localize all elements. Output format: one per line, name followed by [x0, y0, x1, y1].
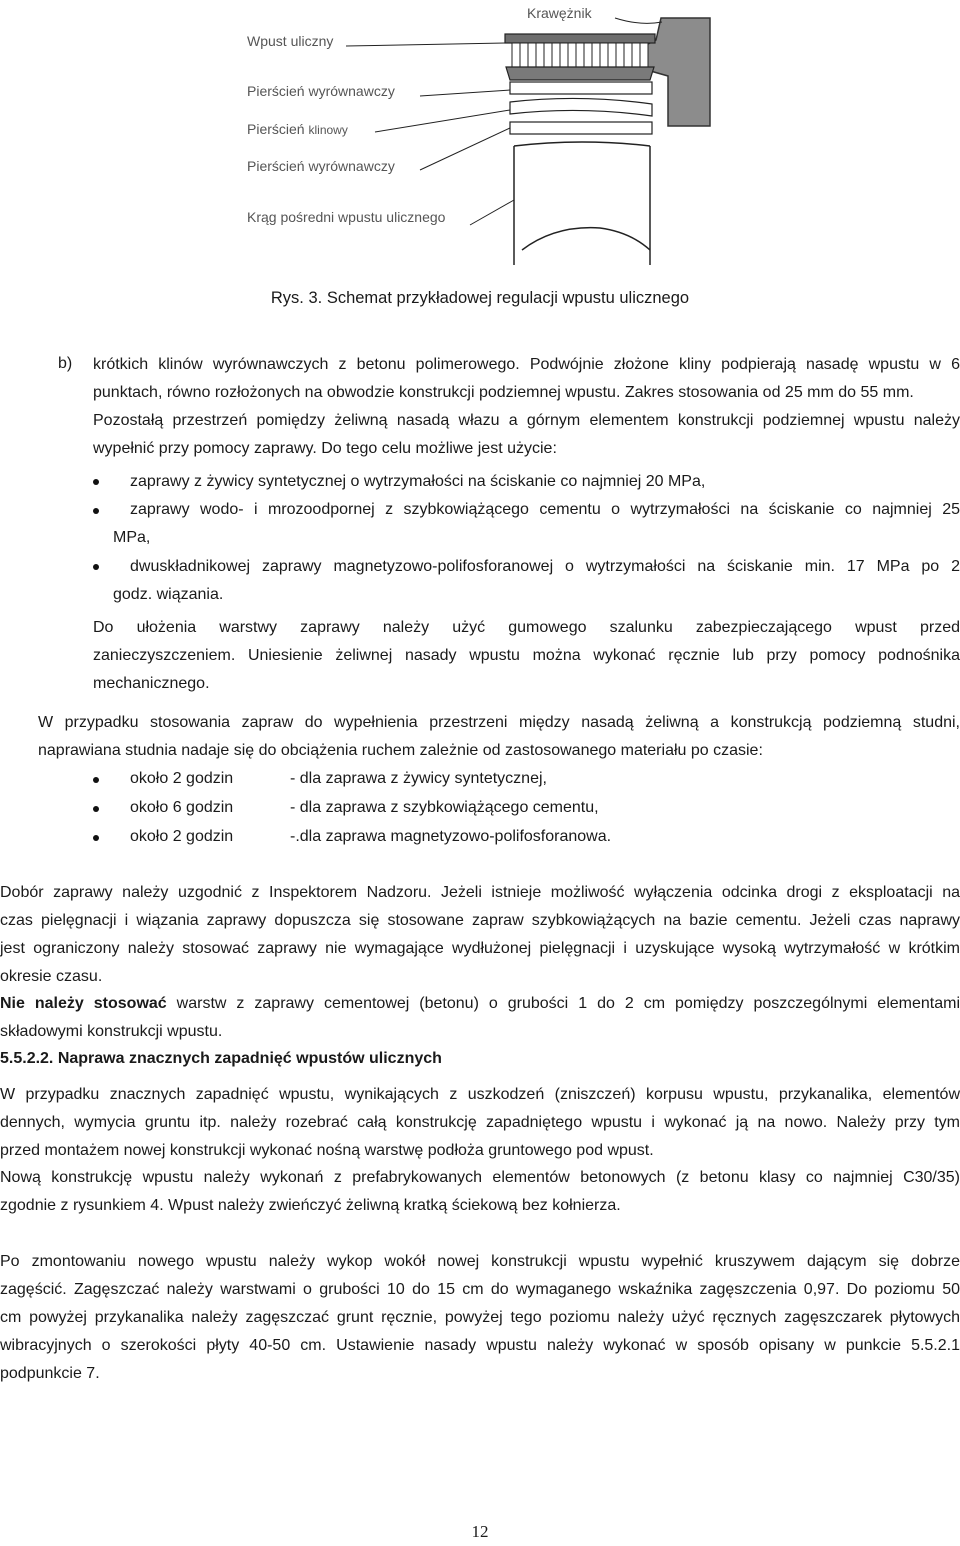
- text-line: punktach, równo rozłożonych na obwodzie konstrukcji podziemnej wpustu. Zakres stosowania od 25 mm do 55 mm.: [93, 384, 914, 401]
- list-item: [130, 553, 960, 581]
- text-line: czas pielęgnacji i wiązania zaprawy dopuszcza się stosowane zapraw szybkowiążących na bazie cementu. Jeżeli czas naprawy: [0, 912, 960, 929]
- text-line: naprawiana studnia nadaje się do obciążenia ruchem zależnie od zastosowanego materiału po czasie:: [38, 742, 763, 759]
- bullet-icon: [93, 508, 99, 514]
- repair-paragraph: [0, 1081, 960, 1165]
- text-line: zaprawy z żywicy syntetycznej o wytrzymałości na ściskanie co najmniej 20 MPa,: [130, 473, 706, 490]
- text-line: Nową konstrukcję wpustu należy wykonań z prefabrykowanych elementów betonowych (z betonu klasy co najmniej C30/35): [0, 1169, 960, 1186]
- bullet-icon: [93, 806, 99, 812]
- leveling-ring-lower: [510, 122, 652, 134]
- inlet-regulation-figure: [0, 0, 960, 275]
- prohibition-text: warstw z zaprawy cementowej (betonu) o grubości 1 do 2 cm pomiędzy poszczególnymi elementami: [166, 995, 960, 1012]
- text-line: W przypadku stosowania zapraw do wypełnienia przestrzeni między nasadą żeliwną a konstrukcją podziemną studni,: [38, 714, 960, 731]
- text-line: zaprawy wodo- i mrozoodpornej z szybkowiążącego cementu o wytrzymałości na ściskanie co najmniej 25: [130, 501, 960, 518]
- new-construction-paragraph: [0, 1164, 960, 1220]
- figure-caption: Rys. 3. Schemat przykładowej regulacji wpustu ulicznego: [270, 289, 690, 307]
- leveling-ring-upper: [510, 82, 652, 94]
- curing-time: około 6 godzin: [130, 799, 234, 816]
- list-label-b: b): [58, 355, 73, 372]
- label-curb: Krawężnik: [527, 5, 592, 21]
- section-b-after-paragraph: [93, 614, 960, 698]
- text-line: wypełnić przy pomocy zaprawy. Do tego celu możliwe jest użycie:: [93, 440, 557, 457]
- curing-material: - dla zaprawa z szybkowiążącego cementu,: [290, 799, 599, 816]
- list-item-continuation: [113, 581, 913, 609]
- intermediate-chamber: [522, 228, 650, 250]
- text-line: zgodnie z rysunkiem 4. Wpust należy zwieńczyć żeliwną kratką ściekową bez kołnierza.: [0, 1197, 621, 1214]
- text-line: zagęścić. Zagęszczać należy warstwami o grubości 10 do 15 cm do wymaganego wskaźnika zagęszczenia 0,97. Do poziomu 50: [0, 1281, 960, 1298]
- text-line: Pozostałą przestrzeń pomiędzy żeliwną nasadą włazu a górnym elementem konstrukcji podziemnej wpustu należy: [93, 412, 960, 429]
- text-line: dennych, wymycia gruntu itp. należy rozebrać całą konstrukcję zapadniętego wpustu i wykonać ją na nowo. Należy przy tym: [0, 1114, 960, 1131]
- text-line: W przypadku znacznych zapadnięć wpustu, wynikających z uszkodzeń (zniszczeń) korpusu wpustu, przykanalika, elementów: [0, 1086, 960, 1103]
- section-title: Naprawa znacznych zapadnięć wpustów ulicznych: [57, 1050, 442, 1067]
- grate-bars: [512, 43, 648, 67]
- label-leveling-ring-1: Pierścień wyrównawczy: [247, 83, 395, 99]
- label-inlet: Wpust uliczny: [247, 33, 334, 49]
- section-number: 5.5.2.2.: [0, 1050, 54, 1067]
- text-line: Dobór zaprawy należy uzgodnić z Inspektorem Nadzoru. Jeżeli istnieje możliwość wyłączenia odcinka drogi z eksploatacji na: [0, 884, 960, 901]
- text-line: krótkich klinów wyrównawczych z betonu polimerowego. Podwójnie złożone kliny podpierają nasadę wpustu w 6: [93, 356, 960, 373]
- label-intermediate-ring: Krąg pośredni wpustu ulicznego: [247, 209, 446, 225]
- page-number: 12: [471, 1522, 489, 1541]
- list-item-continuation: [113, 524, 913, 552]
- text-line: podpunkcie 7.: [0, 1365, 100, 1382]
- text-line: zanieczyszczeniem. Uniesienie żeliwnej nasady wpustu można wykonać ręcznie lub przy pomocy podnośnika: [93, 647, 960, 664]
- section-heading: [0, 1045, 442, 1073]
- label-wedge-ring-b: klinowy: [308, 123, 348, 137]
- list-item: [130, 496, 960, 524]
- text-line: przed montażem nowej konstrukcji wykonać nośną warstwę podłoża gruntowego pod wpust.: [0, 1142, 654, 1159]
- text-line: Po zmontowaniu nowego wpustu należy wykop wokół nowej konstrukcji wpustu wypełnić kruszywem dającym się dobrze: [0, 1253, 960, 1270]
- curing-time: około 2 godzin: [130, 828, 234, 845]
- prohibition-emphasis: Nie należy stosować: [0, 995, 167, 1012]
- label-wedge-ring-a: Pierścień: [247, 121, 305, 137]
- text-line: okresie czasu.: [0, 968, 103, 985]
- curing-paragraph: [38, 709, 960, 765]
- text-line: jest ograniczony należy stosować zaprawy nie wymagające wydłużonej pielęgnacji i uzyskujące wysoką wytrzymałość w krótkim: [0, 940, 960, 957]
- mortar-selection-paragraph: [0, 879, 960, 991]
- text-line: godz. wiązania.: [113, 586, 224, 603]
- compaction-paragraph: [0, 1248, 960, 1388]
- curing-material: - dla zaprawa z żywicy syntetycznej,: [290, 770, 547, 787]
- section-b-paragraph: [93, 351, 960, 463]
- bullet-icon: [93, 564, 99, 570]
- curing-time: około 2 godzin: [130, 770, 234, 787]
- text-line: składowymi konstrukcji wpustu.: [0, 1023, 223, 1040]
- frame-base: [506, 67, 654, 80]
- text-line: cm powyżej przykanalika należy zagęszczać grunt ręcznie, powyżej tego poziomu należy użyć ręcznych zagęszczarek płytowych: [0, 1309, 960, 1326]
- bullet-icon: [93, 777, 99, 783]
- bullet-icon: [93, 479, 99, 485]
- list-item: [130, 468, 960, 496]
- text-line: dwuskładnikowej zaprawy magnetyzowo-polifosforanowej o wytrzymałości na ściskanie min. 17 MPa po 2: [130, 558, 960, 575]
- label-wedge-ring: [247, 121, 348, 137]
- bullet-icon: [93, 835, 99, 841]
- curing-material: -.dla zaprawa magnetyzowo-polifosforanowa.: [290, 828, 612, 845]
- text-line: wibracyjnych o szerokości płyty 40-50 cm. Ustawienie nasady wpustu należy wykonać w sposób opisany w punkcie 5.5.2.1: [0, 1337, 960, 1354]
- wedge-ring: [510, 98, 652, 116]
- label-leveling-ring-2: Pierścień wyrównawczy: [247, 158, 395, 174]
- text-line: [0, 990, 960, 1018]
- inlet-schematic-drawing: [0, 0, 960, 275]
- text-line: MPa,: [113, 529, 151, 546]
- text-line: Do ułożenia warstwy zaprawy należy użyć gumowego szalunku zabezpieczającego wpust przed: [93, 619, 960, 636]
- prohibition-paragraph: [0, 990, 960, 1046]
- grate-top: [505, 34, 655, 43]
- text-line: mechanicznego.: [93, 675, 210, 692]
